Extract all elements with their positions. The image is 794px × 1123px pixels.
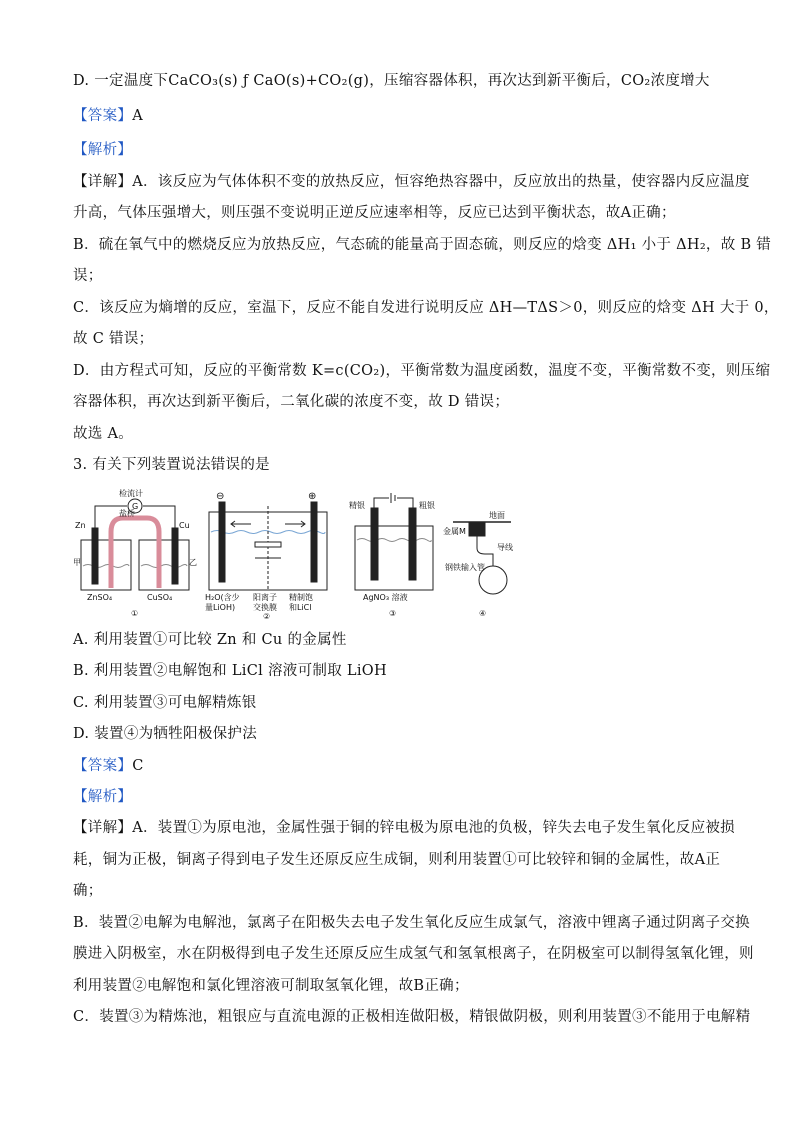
- cu-electrode: [172, 528, 178, 584]
- label-licl-1: 精制饱: [289, 593, 313, 602]
- label-agno3: AgNO₃ 溶液: [363, 593, 408, 602]
- label-fig1-num: ①: [131, 609, 139, 618]
- anode-electrode: [311, 502, 317, 582]
- refining-beaker: [355, 526, 433, 590]
- zn-electrode: [92, 528, 98, 584]
- label-pipe: 钢铁输入管: [445, 563, 485, 572]
- q3-detail-b3: 利用装置②电解饱和氯化锂溶液可制取氢氧化锂，故B正确；: [73, 978, 469, 994]
- label-licl-2: 和LiCl: [289, 603, 312, 612]
- label-jia: 甲: [73, 558, 81, 567]
- label-wire: 导线: [497, 543, 513, 552]
- label-fig2-num: ②: [263, 612, 271, 620]
- q2-detail-a2: 升高，气体压强增大，则压强不变说明正逆反应速率相等，反应已达到平衡状态，故A正确；: [73, 205, 676, 221]
- q3-stem: 3. 有关下列装置说法错误的是: [73, 457, 270, 473]
- q2-conclusion: 故选 A。: [73, 426, 134, 442]
- label-fig3-num: ③: [389, 609, 397, 618]
- detail-tag: 【详解】: [73, 820, 133, 836]
- answer-tag: 【答案】: [73, 108, 133, 124]
- q3-detail-a3: 确；: [73, 883, 103, 899]
- q3-detail-c1: C．装置③为精炼池，粗银应与直流电源的正极相连做阳极，精银做阴极，则利用装置③不能用于电解精: [73, 1009, 751, 1025]
- q2-answer-row: [73, 106, 733, 126]
- metal-m-block: [469, 522, 485, 536]
- label-water-2: 量LiOH): [205, 603, 236, 612]
- label-cu: Cu: [179, 521, 190, 530]
- label-znso4: ZnSO₄: [87, 593, 113, 602]
- q2-detail-c2: 故 C 错误；: [73, 331, 154, 347]
- label-water-1: H₂O(含少: [205, 593, 240, 602]
- label-fig4-num: ④: [479, 609, 487, 618]
- label-yi: 乙: [189, 558, 197, 567]
- analysis-tag: 【解析】: [73, 789, 133, 805]
- label-crude-silver: 粗银: [419, 501, 435, 510]
- label-ground: 地面: [489, 511, 505, 520]
- analysis-tag: 【解析】: [73, 142, 133, 158]
- answer-tag: 【答案】: [73, 758, 133, 774]
- q3-detail-b2: 膜进入阴极室，水在阴极得到电子发生还原反应生成氢气和氢氧根离子，在阴极室可以制得氢氧化锂，则: [73, 946, 754, 962]
- label-g: G: [132, 502, 139, 511]
- q3-answer-row: [73, 756, 733, 776]
- detail-tag: 【详解】: [73, 174, 133, 190]
- label-membrane-1: 阳离子: [253, 593, 277, 602]
- q2-option-d: D. 一定温度下CaCO₃(s) ƒ CaO(s)+CO₂(g)，压缩容器体积，再次达到新平衡后，CO₂浓度增大: [73, 73, 710, 89]
- q2-detail-b1: B．硫在氧气中的燃烧反应为放热反应，气态硫的能量高于固态硫，则反应的焓变 ΔH₁ 小于 ΔH₂，故 B 错: [73, 237, 772, 253]
- q3-detail-b1: B．装置②电解为电解池，氯离子在阳极失去电子发生氧化反应生成氯气，溶液中锂离子通过阴离子交换: [73, 915, 750, 931]
- q3-option-b: B. 利用装置②电解饱和 LiCl 溶液可制取 LiOH: [73, 663, 387, 679]
- cathode-electrode: [219, 502, 225, 582]
- label-membrane-2: 交换膜: [253, 603, 277, 612]
- pure-silver-electrode: [371, 508, 378, 580]
- answer-value: A: [132, 108, 143, 124]
- label-metal-m: 金属M: [443, 527, 466, 536]
- apparatus-diagram: [73, 488, 513, 620]
- q3-detail-a2: 耗，铜为正极，铜离子得到电子发生还原反应生成铜，则利用装置①可比较锌和铜的金属性，故A正: [73, 852, 721, 868]
- salt-bridge: [111, 518, 159, 588]
- label-pure-silver: 精银: [349, 501, 365, 510]
- label-plus: ⊕: [308, 491, 317, 502]
- answer-value: C: [132, 758, 144, 774]
- q3-option-a: A. 利用装置①可比较 Zn 和 Cu 的金属性: [73, 632, 347, 648]
- q3-detail-a1: 【详解】A．装置①为原电池，金属性强于铜的锌电极为原电池的负极，锌失去电子发生氧化反应被损: [73, 820, 735, 836]
- q3-option-c: C. 利用装置③可电解精炼银: [73, 695, 257, 711]
- label-cuso4: CuSO₄: [147, 593, 173, 602]
- q2-detail-d2: 容器体积，再次达到新平衡后，二氧化碳的浓度不变，故 D 错误；: [73, 394, 510, 410]
- q2-detail-d1: D．由方程式可知，反应的平衡常数 K=c(CO₂)，平衡常数为温度函数，温度不变，平衡常数不变，则压缩: [73, 363, 771, 379]
- q3-option-d: D. 装置④为牺牲阳极保护法: [73, 726, 258, 742]
- label-galvanometer: 检流计: [119, 489, 143, 498]
- label-minus: ⊖: [216, 491, 225, 502]
- crude-silver-electrode: [409, 508, 416, 580]
- label-salt-bridge: 盐桥: [119, 509, 135, 518]
- q2-detail-b2: 误；: [73, 268, 103, 284]
- label-zn: Zn: [75, 521, 86, 530]
- q2-detail-c1: C．该反应为熵增的反应，室温下，反应不能自发进行说明反应 ΔH—TΔS＞0，则反应的焓变 ΔH 大于 0，: [73, 300, 779, 316]
- q3-apparatus-figure: [73, 488, 513, 620]
- q2-detail-a1: 【详解】A．该反应为气体体积不变的放热反应，恒容绝热容器中，反应放出的热量，使容器内反应温度: [73, 174, 750, 190]
